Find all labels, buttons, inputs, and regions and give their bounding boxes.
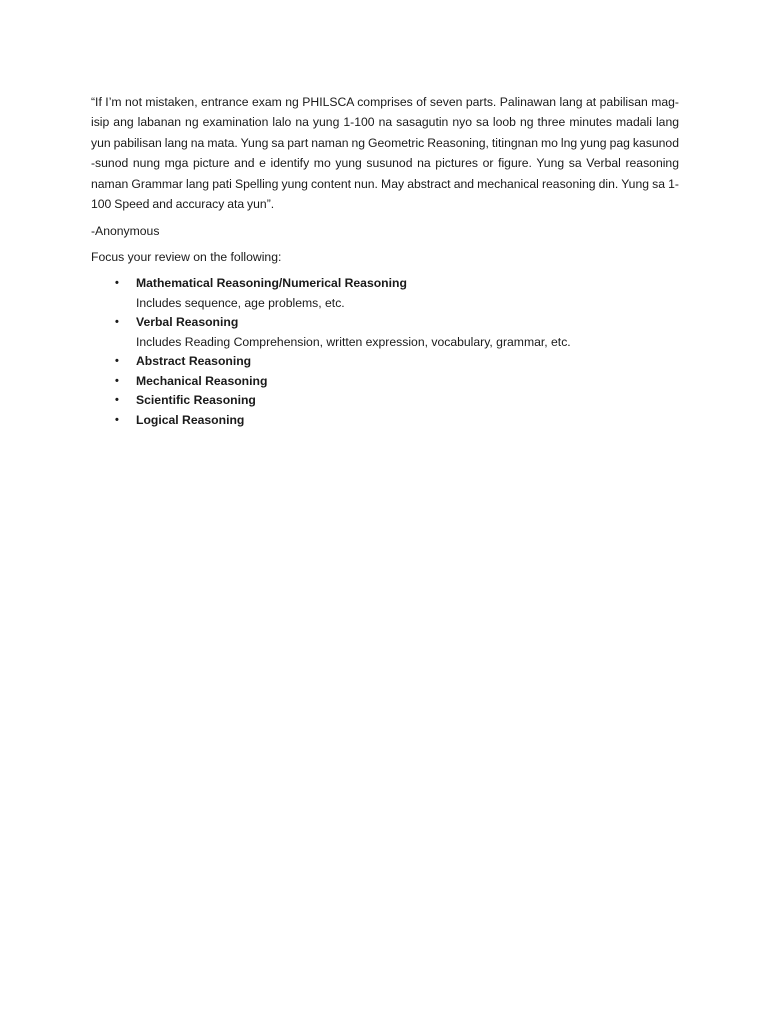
list-item	[91, 411, 679, 431]
topic-description: Includes Reading Comprehension, written expression, vocabulary, grammar, etc.	[136, 334, 571, 349]
topic-title: Logical Reasoning	[136, 412, 245, 427]
bullet-icon: •	[115, 355, 119, 368]
topic-title: Scientific Reasoning	[136, 393, 256, 408]
list-item	[91, 372, 679, 392]
quote-paragraph: “If I’m not mistaken, entrance exam ng PHILSCA comprises of seven parts. Palinawan lang at pabilisan mag-isip ang labanan ng examination lalo na yung 1-100 na sasagutin nyo sa loob ng three minutes madali lang yun pabilisan lang na mata. Yung sa part naman ng Geometric Reasoning, titingnan mo lng yung pag kasunod -sunod nung mga picture and e identify mo yung susunod na pictures or figure. Yung sa Verbal reasoning naman Grammar lang pati Spelling yung content nun. May abstract and mechanical reasoning din. Yung sa 1-100 Speed and accuracy ata yun”.	[91, 95, 679, 212]
bullet-icon: •	[115, 374, 119, 387]
bullet-icon: •	[115, 316, 119, 329]
list-item	[91, 352, 679, 372]
topic-description: Includes sequence, age problems, etc.	[136, 295, 345, 310]
list-item	[91, 391, 679, 411]
review-topics-list	[91, 274, 679, 430]
topic-title: Mathematical Reasoning/Numerical Reasoning	[136, 276, 407, 291]
quote-author: -Anonymous	[91, 224, 160, 239]
bullet-icon: •	[115, 394, 119, 407]
list-item	[91, 274, 679, 313]
review-intro: Focus your review on the following:	[91, 250, 282, 265]
bullet-icon: •	[115, 277, 119, 290]
document-body	[91, 92, 679, 430]
bullet-icon: •	[115, 413, 119, 426]
list-item	[91, 313, 679, 352]
topic-title: Verbal Reasoning	[136, 315, 239, 330]
topic-title: Mechanical Reasoning	[136, 373, 268, 388]
topic-title: Abstract Reasoning	[136, 354, 252, 369]
